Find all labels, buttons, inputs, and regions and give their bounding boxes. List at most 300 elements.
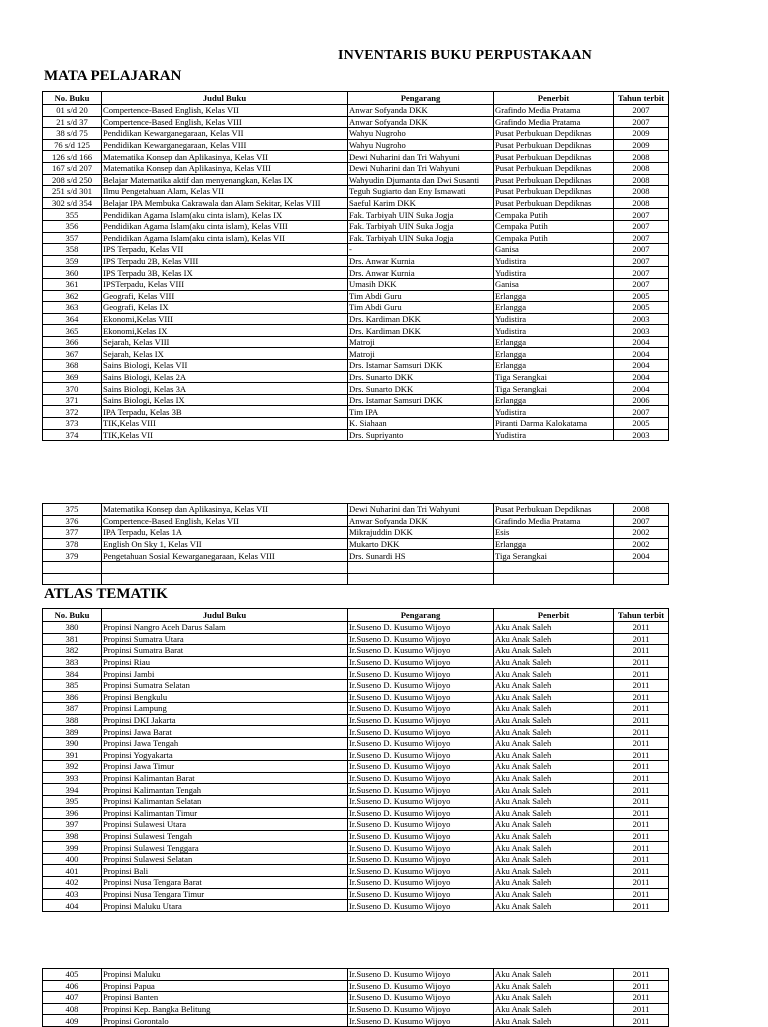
no-buku-cell: 387 [43, 703, 102, 715]
tahun-terbit-cell: 2009 [614, 139, 669, 151]
penerbit-cell: Aku Anak Saleh [494, 691, 614, 703]
tahun-terbit-cell: 2011 [614, 622, 669, 634]
pengarang-cell: Ir.Suseno D. Kusumo Wijoyo [348, 1003, 494, 1015]
pengarang-cell: Ir.Suseno D. Kusumo Wijoyo [348, 1015, 494, 1027]
pengarang-cell: Saeful Karim DKK [348, 197, 494, 209]
pengarang-cell: Dewi Nuharini dan Tri Wahyuni [348, 162, 494, 174]
pengarang-cell: Mikrajuddin DKK [348, 527, 494, 539]
penerbit-cell: Ganisa [494, 244, 614, 256]
judul-buku-cell: Ilmu Pengetahuan Alam, Kelas VII [102, 186, 348, 198]
penerbit-cell: Grafindo Media Pratama [494, 105, 614, 117]
penerbit-cell: Erlangga [494, 336, 614, 348]
judul-buku-cell: Propinsi Jawa Barat [102, 726, 348, 738]
pengarang-cell: Ir.Suseno D. Kusumo Wijoyo [348, 656, 494, 668]
judul-buku-cell: Sains Biologi, Kelas IX [102, 394, 348, 406]
table-row [43, 784, 669, 796]
pengarang-cell: Matroji [348, 348, 494, 360]
tahun-terbit-cell: 2011 [614, 633, 669, 645]
pengarang-cell: Drs. Istamar Samsuri DKK [348, 394, 494, 406]
table-row [43, 691, 669, 703]
judul-buku-cell: Pendidikan Agama Islam(aku cinta islam), Kelas VIII [102, 220, 348, 232]
pengarang-cell: Anwar Sofyanda DKK [348, 105, 494, 117]
no-buku-cell: 366 [43, 336, 102, 348]
table-row [43, 726, 669, 738]
pengarang-cell: Ir.Suseno D. Kusumo Wijoyo [348, 703, 494, 715]
no-buku-cell: 382 [43, 645, 102, 657]
no-buku-cell: 302 s/d 354 [43, 197, 102, 209]
table-row [43, 1003, 669, 1015]
judul-buku-cell: Propinsi Nusa Tengara Barat [102, 877, 348, 889]
pengarang-cell: Fak. Tarbiyah UIN Suka Jogja [348, 232, 494, 244]
penerbit-cell [494, 561, 614, 573]
penerbit-cell: Aku Anak Saleh [494, 668, 614, 680]
table-row [43, 267, 669, 279]
judul-buku-cell: Propinsi Kalimantan Timur [102, 807, 348, 819]
table-row [43, 232, 669, 244]
pengarang-cell: Umasih DKK [348, 278, 494, 290]
judul-buku-cell: Propinsi Bengkulu [102, 691, 348, 703]
penerbit-cell: Aku Anak Saleh [494, 703, 614, 715]
judul-buku-cell: Propinsi Sulawesi Tenggara [102, 842, 348, 854]
penerbit-cell: Pusat Perbukuan Depdiknas [494, 139, 614, 151]
no-buku-cell: 379 [43, 550, 102, 562]
table-row [43, 128, 669, 140]
pengarang-cell: Mukarto DKK [348, 538, 494, 550]
penerbit-cell: Yudistira [494, 313, 614, 325]
no-buku-cell: 364 [43, 313, 102, 325]
tahun-terbit-cell: 2007 [614, 116, 669, 128]
pengarang-cell: Ir.Suseno D. Kusumo Wijoyo [348, 807, 494, 819]
penerbit-cell: Tiga Serangkai [494, 383, 614, 395]
penerbit-cell: Cempaka Putih [494, 232, 614, 244]
tahun-terbit-cell: 2002 [614, 527, 669, 539]
pengarang-cell: Ir.Suseno D. Kusumo Wijoyo [348, 900, 494, 912]
penerbit-cell: Aku Anak Saleh [494, 761, 614, 773]
no-buku-cell: 383 [43, 656, 102, 668]
table-row [43, 645, 669, 657]
no-buku-cell: 359 [43, 255, 102, 267]
tahun-terbit-cell: 2007 [614, 232, 669, 244]
table-row [43, 527, 669, 539]
penerbit-cell: Aku Anak Saleh [494, 1003, 614, 1015]
table-row [43, 197, 669, 209]
tahun-terbit-cell: 2011 [614, 691, 669, 703]
header-no-buku: No. Buku [43, 92, 102, 105]
no-buku-cell: 394 [43, 784, 102, 796]
pengarang-cell [348, 573, 494, 585]
pengarang-cell: Drs. Sunarto DKK [348, 371, 494, 383]
no-buku-cell: 381 [43, 633, 102, 645]
tahun-terbit-cell: 2007 [614, 244, 669, 256]
table-row [43, 220, 669, 232]
judul-buku-cell: Propinsi Papua [102, 980, 348, 992]
tahun-terbit-cell: 2002 [614, 538, 669, 550]
penerbit-cell: Pusat Perbukuan Depdiknas [494, 151, 614, 163]
table-row [43, 418, 669, 430]
penerbit-cell: Pusat Perbukuan Depdiknas [494, 504, 614, 516]
table-row [43, 302, 669, 314]
tahun-terbit-cell: 2007 [614, 267, 669, 279]
penerbit-cell: Yudistira [494, 267, 614, 279]
pengarang-cell: Ir.Suseno D. Kusumo Wijoyo [348, 853, 494, 865]
table-row [43, 761, 669, 773]
tahun-terbit-cell: 2004 [614, 360, 669, 372]
no-buku-cell: 376 [43, 515, 102, 527]
no-buku-cell: 167 s/d 207 [43, 162, 102, 174]
penerbit-cell: Aku Anak Saleh [494, 888, 614, 900]
no-buku-cell: 377 [43, 527, 102, 539]
no-buku-cell: 371 [43, 394, 102, 406]
pengarang-cell: Drs. Kardiman DKK [348, 313, 494, 325]
judul-buku-cell: Sejarah, Kelas VIII [102, 336, 348, 348]
no-buku-cell: 403 [43, 888, 102, 900]
no-buku-cell: 385 [43, 679, 102, 691]
table-row [43, 162, 669, 174]
no-buku-cell: 380 [43, 622, 102, 634]
judul-buku-cell [102, 561, 348, 573]
no-buku-cell: 388 [43, 714, 102, 726]
table-row [43, 151, 669, 163]
no-buku-cell: 01 s/d 20 [43, 105, 102, 117]
penerbit-cell: Aku Anak Saleh [494, 772, 614, 784]
pengarang-cell: Fak. Tarbiyah UIN Suka Jogja [348, 209, 494, 221]
tahun-terbit-cell: 2005 [614, 290, 669, 302]
tahun-terbit-cell: 2007 [614, 406, 669, 418]
tahun-terbit-cell: 2011 [614, 772, 669, 784]
table-row [43, 772, 669, 784]
penerbit-cell: Erlangga [494, 302, 614, 314]
tahun-terbit-cell: 2011 [614, 645, 669, 657]
judul-buku-cell: Belajar Matematika aktif dan menyenangkan, Kelas IX [102, 174, 348, 186]
pengarang-cell: Ir.Suseno D. Kusumo Wijoyo [348, 645, 494, 657]
tahun-terbit-cell: 2007 [614, 515, 669, 527]
tahun-terbit-cell: 2008 [614, 504, 669, 516]
no-buku-cell: 386 [43, 691, 102, 703]
penerbit-cell [494, 573, 614, 585]
judul-buku-cell: Propinsi Sumatra Selatan [102, 679, 348, 691]
penerbit-cell: Aku Anak Saleh [494, 795, 614, 807]
table-row [43, 853, 669, 865]
table-row [43, 819, 669, 831]
pengarang-cell: Tim IPA [348, 406, 494, 418]
pengarang-cell: Drs. Sunarto DKK [348, 383, 494, 395]
judul-buku-cell: Compertence-Based English, Kelas VII [102, 515, 348, 527]
judul-buku-cell: Geografi, Kelas IX [102, 302, 348, 314]
penerbit-cell: Tiga Serangkai [494, 550, 614, 562]
pengarang-cell [348, 561, 494, 573]
tahun-terbit-cell: 2011 [614, 842, 669, 854]
table-row [43, 714, 669, 726]
penerbit-cell: Aku Anak Saleh [494, 784, 614, 796]
table-row [43, 406, 669, 418]
table-row [43, 633, 669, 645]
judul-buku-cell: Sejarah, Kelas IX [102, 348, 348, 360]
no-buku-cell: 374 [43, 429, 102, 441]
no-buku-cell: 362 [43, 290, 102, 302]
pengarang-cell: Ir.Suseno D. Kusumo Wijoyo [348, 691, 494, 703]
tahun-terbit-cell: 2004 [614, 383, 669, 395]
no-buku-cell: 357 [43, 232, 102, 244]
tahun-terbit-cell [614, 573, 669, 585]
header-no-buku: No. Buku [43, 609, 102, 622]
no-buku-cell: 384 [43, 668, 102, 680]
section-title-mata-pelajaran: MATA PELAJARAN [44, 68, 182, 84]
no-buku-cell: 372 [43, 406, 102, 418]
tahun-terbit-cell: 2007 [614, 278, 669, 290]
no-buku-cell: 398 [43, 830, 102, 842]
judul-buku-cell: Matematika Konsep dan Aplikasinya, Kelas VII [102, 151, 348, 163]
pengarang-cell: Ir.Suseno D. Kusumo Wijoyo [348, 865, 494, 877]
tahun-terbit-cell: 2011 [614, 830, 669, 842]
header-penerbit: Penerbit [494, 92, 614, 105]
inventory-table-atlas-tematik-continued [42, 968, 669, 1027]
penerbit-cell: Grafindo Media Pratama [494, 116, 614, 128]
no-buku-cell: 356 [43, 220, 102, 232]
penerbit-cell: Piranti Darma Kalokatama [494, 418, 614, 430]
penerbit-cell: Pusat Perbukuan Depdiknas [494, 162, 614, 174]
no-buku-cell: 389 [43, 726, 102, 738]
header-pengarang: Pengarang [348, 92, 494, 105]
penerbit-cell: Aku Anak Saleh [494, 622, 614, 634]
pengarang-cell: Ir.Suseno D. Kusumo Wijoyo [348, 980, 494, 992]
pengarang-cell: Ir.Suseno D. Kusumo Wijoyo [348, 772, 494, 784]
table-row [43, 865, 669, 877]
tahun-terbit-cell: 2011 [614, 795, 669, 807]
tahun-terbit-cell: 2005 [614, 302, 669, 314]
penerbit-cell: Aku Anak Saleh [494, 726, 614, 738]
no-buku-cell: 409 [43, 1015, 102, 1027]
no-buku-cell: 395 [43, 795, 102, 807]
judul-buku-cell: Propinsi Yogyakarta [102, 749, 348, 761]
judul-buku-cell: Belajar IPA Membuka Cakrawala dan Alam Sekitar, Kelas VIII [102, 197, 348, 209]
tahun-terbit-cell: 2011 [614, 1015, 669, 1027]
no-buku-cell: 38 s/d 75 [43, 128, 102, 140]
penerbit-cell: Erlangga [494, 348, 614, 360]
judul-buku-cell: Propinsi Kep. Bangka Belitung [102, 1003, 348, 1015]
no-buku-cell: 368 [43, 360, 102, 372]
judul-buku-cell [102, 573, 348, 585]
table-header-row [43, 609, 669, 622]
judul-buku-cell: Propinsi Jawa Timur [102, 761, 348, 773]
no-buku-cell [43, 561, 102, 573]
table-row [43, 244, 669, 256]
tahun-terbit-cell: 2003 [614, 429, 669, 441]
penerbit-cell: Aku Anak Saleh [494, 645, 614, 657]
table-row [43, 325, 669, 337]
judul-buku-cell: IPS Terpadu 3B, Kelas IX [102, 267, 348, 279]
tahun-terbit-cell: 2011 [614, 714, 669, 726]
tahun-terbit-cell: 2011 [614, 980, 669, 992]
no-buku-cell: 369 [43, 371, 102, 383]
pengarang-cell: Anwar Sofyanda DKK [348, 515, 494, 527]
judul-buku-cell: Matematika Konsep dan Aplikasinya, Kelas VIII [102, 162, 348, 174]
judul-buku-cell: Propinsi Nangro Aceh Darus Salam [102, 622, 348, 634]
no-buku-cell: 402 [43, 877, 102, 889]
judul-buku-cell: Propinsi Sulawesi Utara [102, 819, 348, 831]
judul-buku-cell: English On Sky 1, Kelas VII [102, 538, 348, 550]
pengarang-cell: Drs. Istamar Samsuri DKK [348, 360, 494, 372]
pengarang-cell: Ir.Suseno D. Kusumo Wijoyo [348, 679, 494, 691]
judul-buku-cell: Compertence-Based English, Kelas VII [102, 105, 348, 117]
pengarang-cell: Drs. Anwar Kurnia [348, 255, 494, 267]
no-buku-cell: 396 [43, 807, 102, 819]
table-row [43, 174, 669, 186]
tahun-terbit-cell: 2003 [614, 313, 669, 325]
judul-buku-cell: Propinsi Jambi [102, 668, 348, 680]
no-buku-cell: 404 [43, 900, 102, 912]
table-row [43, 290, 669, 302]
penerbit-cell: Pusat Perbukuan Depdiknas [494, 128, 614, 140]
judul-buku-cell: Propinsi Sumatra Utara [102, 633, 348, 645]
pengarang-cell: Ir.Suseno D. Kusumo Wijoyo [348, 668, 494, 680]
no-buku-cell: 408 [43, 1003, 102, 1015]
penerbit-cell: Aku Anak Saleh [494, 853, 614, 865]
table-row [43, 371, 669, 383]
pengarang-cell: Ir.Suseno D. Kusumo Wijoyo [348, 749, 494, 761]
pengarang-cell: Ir.Suseno D. Kusumo Wijoyo [348, 726, 494, 738]
judul-buku-cell: IPA Terpadu, Kelas 3B [102, 406, 348, 418]
pengarang-cell: Ir.Suseno D. Kusumo Wijoyo [348, 633, 494, 645]
judul-buku-cell: Propinsi Kalimantan Barat [102, 772, 348, 784]
judul-buku-cell: IPSTerpadu, Kelas VIII [102, 278, 348, 290]
judul-buku-cell: TIK,Kelas VIII [102, 418, 348, 430]
table-row [43, 209, 669, 221]
penerbit-cell: Yudistira [494, 429, 614, 441]
no-buku-cell: 355 [43, 209, 102, 221]
judul-buku-cell: Sains Biologi, Kelas VII [102, 360, 348, 372]
judul-buku-cell: Propinsi Kalimantan Tengah [102, 784, 348, 796]
penerbit-cell: Aku Anak Saleh [494, 714, 614, 726]
table-row [43, 679, 669, 691]
pengarang-cell: Ir.Suseno D. Kusumo Wijoyo [348, 969, 494, 981]
no-buku-cell: 363 [43, 302, 102, 314]
penerbit-cell: Erlangga [494, 290, 614, 302]
table-row [43, 900, 669, 912]
table-row [43, 992, 669, 1004]
pengarang-cell: Ir.Suseno D. Kusumo Wijoyo [348, 795, 494, 807]
pengarang-cell: Ir.Suseno D. Kusumo Wijoyo [348, 784, 494, 796]
header-judul-buku: Judul Buku [102, 92, 348, 105]
no-buku-cell: 392 [43, 761, 102, 773]
table-row [43, 105, 669, 117]
pengarang-cell: Ir.Suseno D. Kusumo Wijoyo [348, 761, 494, 773]
no-buku-cell: 373 [43, 418, 102, 430]
header-pengarang: Pengarang [348, 609, 494, 622]
tahun-terbit-cell: 2008 [614, 174, 669, 186]
judul-buku-cell: Propinsi Maluku [102, 969, 348, 981]
penerbit-cell: Aku Anak Saleh [494, 992, 614, 1004]
no-buku-cell: 407 [43, 992, 102, 1004]
pengarang-cell: Ir.Suseno D. Kusumo Wijoyo [348, 842, 494, 854]
table-row [43, 622, 669, 634]
table-row [43, 573, 669, 585]
pengarang-cell: Tim Abdi Guru [348, 290, 494, 302]
table-row [43, 383, 669, 395]
tahun-terbit-cell: 2011 [614, 877, 669, 889]
no-buku-cell: 251 s/d 301 [43, 186, 102, 198]
tahun-terbit-cell: 2006 [614, 394, 669, 406]
pengarang-cell: Ir.Suseno D. Kusumo Wijoyo [348, 737, 494, 749]
table-row [43, 538, 669, 550]
penerbit-cell: Aku Anak Saleh [494, 830, 614, 842]
table-row [43, 656, 669, 668]
judul-buku-cell: Propinsi Nusa Tengara Timur [102, 888, 348, 900]
pengarang-cell: Wahyu Nugroho [348, 128, 494, 140]
table-row [43, 550, 669, 562]
pengarang-cell: Ir.Suseno D. Kusumo Wijoyo [348, 830, 494, 842]
table-row [43, 1015, 669, 1027]
judul-buku-cell: Propinsi Sulawesi Selatan [102, 853, 348, 865]
tahun-terbit-cell [614, 561, 669, 573]
penerbit-cell: Aku Anak Saleh [494, 819, 614, 831]
judul-buku-cell: Ekonomi,Kelas IX [102, 325, 348, 337]
penerbit-cell: Pusat Perbukuan Depdiknas [494, 174, 614, 186]
tahun-terbit-cell: 2007 [614, 220, 669, 232]
penerbit-cell: Aku Anak Saleh [494, 877, 614, 889]
header-judul-buku: Judul Buku [102, 609, 348, 622]
judul-buku-cell: Pendidikan Kewarganegaraan, Kelas VIII [102, 139, 348, 151]
table-header-row [43, 92, 669, 105]
pengarang-cell: Drs. Sunardi HS [348, 550, 494, 562]
penerbit-cell: Yudistira [494, 325, 614, 337]
judul-buku-cell: Propinsi Bali [102, 865, 348, 877]
tahun-terbit-cell: 2011 [614, 807, 669, 819]
table-row [43, 749, 669, 761]
table-row [43, 703, 669, 715]
tahun-terbit-cell: 2008 [614, 186, 669, 198]
table-row [43, 186, 669, 198]
penerbit-cell: Aku Anak Saleh [494, 865, 614, 877]
penerbit-cell: Ganisa [494, 278, 614, 290]
penerbit-cell: Yudistira [494, 255, 614, 267]
tahun-terbit-cell: 2011 [614, 1003, 669, 1015]
judul-buku-cell: Propinsi Lampung [102, 703, 348, 715]
no-buku-cell: 370 [43, 383, 102, 395]
judul-buku-cell: Propinsi Sulawesi Tengah [102, 830, 348, 842]
judul-buku-cell: Propinsi Maluku Utara [102, 900, 348, 912]
no-buku-cell: 21 s/d 37 [43, 116, 102, 128]
table-row [43, 255, 669, 267]
tahun-terbit-cell: 2011 [614, 656, 669, 668]
judul-buku-cell: Ekonomi,Kelas VIII [102, 313, 348, 325]
penerbit-cell: Aku Anak Saleh [494, 656, 614, 668]
pengarang-cell: Drs. Anwar Kurnia [348, 267, 494, 279]
header-tahun-terbit: Tahun terbit [614, 609, 669, 622]
penerbit-cell: Pusat Perbukuan Depdiknas [494, 197, 614, 209]
judul-buku-cell: Sains Biologi, Kelas 2A [102, 371, 348, 383]
tahun-terbit-cell: 2004 [614, 348, 669, 360]
tahun-terbit-cell: 2011 [614, 761, 669, 773]
penerbit-cell: Pusat Perbukuan Depdiknas [494, 186, 614, 198]
tahun-terbit-cell: 2011 [614, 888, 669, 900]
tahun-terbit-cell: 2011 [614, 900, 669, 912]
table-row [43, 515, 669, 527]
pengarang-cell: Teguh Sugiarto dan Eny Ismawati [348, 186, 494, 198]
tahun-terbit-cell: 2011 [614, 737, 669, 749]
judul-buku-cell: Pendidikan Kewarganegaraan, Kelas VII [102, 128, 348, 140]
no-buku-cell: 390 [43, 737, 102, 749]
judul-buku-cell: IPS Terpadu 2B, Kelas VIII [102, 255, 348, 267]
penerbit-cell: Grafindo Media Pratama [494, 515, 614, 527]
table-row [43, 737, 669, 749]
judul-buku-cell: Pengetahuan Sosial Kewarganegaraan, Kelas VIII [102, 550, 348, 562]
judul-buku-cell: Geografi, Kelas VIII [102, 290, 348, 302]
no-buku-cell: 367 [43, 348, 102, 360]
no-buku-cell [43, 573, 102, 585]
no-buku-cell: 405 [43, 969, 102, 981]
tahun-terbit-cell: 2011 [614, 853, 669, 865]
table-row [43, 807, 669, 819]
